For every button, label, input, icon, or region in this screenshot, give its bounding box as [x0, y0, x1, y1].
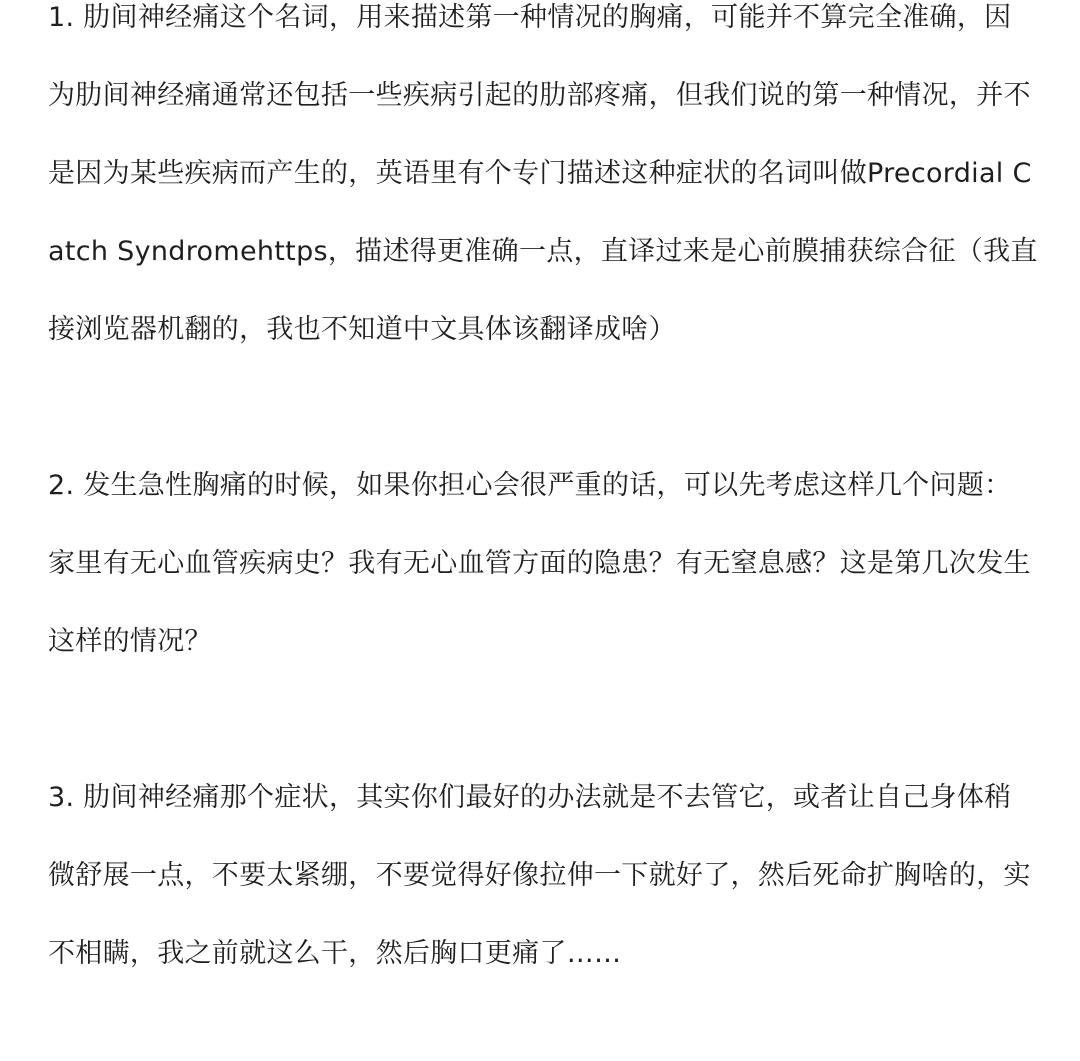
paragraph-3: 3. 肋间神经痛那个症状，其实你们最好的办法就是不去管它，或者让自己身体稍微舒展一点，不要太紧绷，不要觉得好像拉伸一下就好了，然后死命扩胸啥的，实不相瞒，我之前就这么干，然后胸口更痛了…… [48, 782, 1031, 969]
paragraph-2: 2. 发生急性胸痛的时候，如果你担心会很严重的话，可以先考虑这样几个问题：家里有无心血管疾病史？我有无心血管方面的隐患？有无窒息感？这是第几次发生这样的情况？ [48, 470, 1031, 657]
article-body [48, 0, 1038, 993]
paragraph-1: 1. 肋间神经痛这个名词，用来描述第一种情况的胸痛，可能并不算完全准确，因为肋间神经痛通常还包括一些疾病引起的肋部疼痛，但我们说的第一种情况，并不是因为某些疾病而产生的，英语里有个专门描述这种症状的名词叫做Precordial Catch Syndromehttps，描述得更准确一点，直译过来是心前膜捕获综合征（我直接浏览器机翻的，我也不知道中文具体该翻译成啥） [48, 2, 1038, 345]
